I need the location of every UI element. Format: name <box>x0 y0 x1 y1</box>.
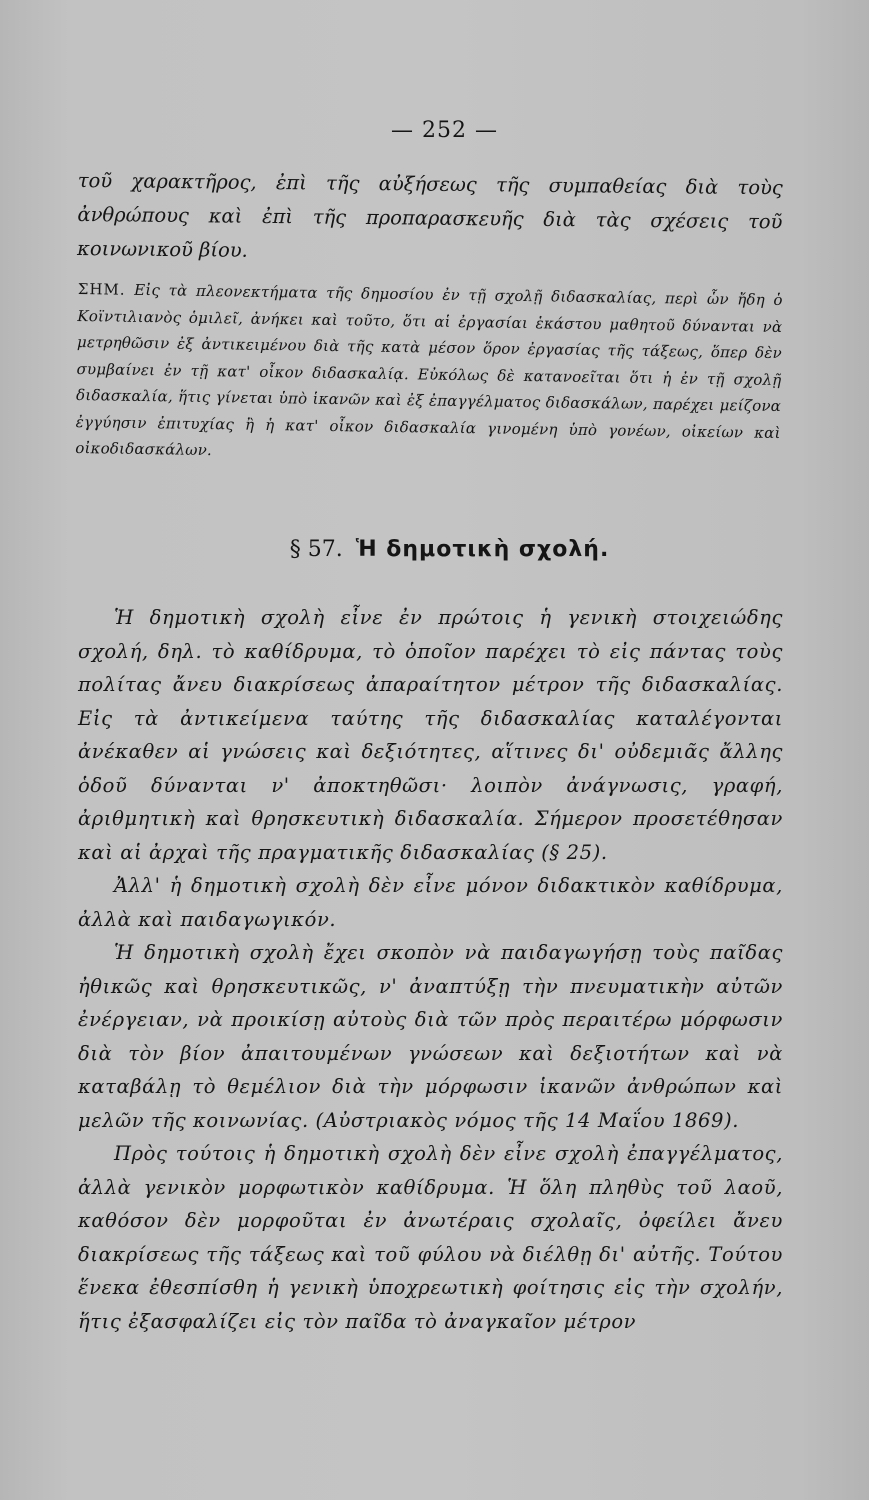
main-text <box>78 601 783 1338</box>
body-paragraph: Ἡ δημοτικὴ σχολὴ εἶνε ἐν πρώτοις ἡ γενικὴ στοιχειώδης σχολή, δηλ. τὸ καθίδρυμα, τὸ ὁποῖον παρέχει τὸ εἰς πάντας τοὺς πολίτας ἄνευ διακρίσεως ἀπαραίτητον μέτρον τῆς διδασκαλίας. Εἰς τὰ ἀντικείμενα ταύτης τῆς διδασκαλίας καταλέγονται ἀνέκαθεν αἱ γνώσεις καὶ δεξιότητες, αἵτινες δι' οὐδεμιᾶς ἄλλης ὁδοῦ δύνανται ν' ἀποκτηθῶσι· λοιπὸν ἀνάγνωσις, γραφή, ἀριθμητικὴ καὶ θρησκευτικὴ διδασκαλία. Σήμερον προσετέθησαν καὶ αἱ ἀρχαὶ τῆς πραγματικῆς διδασκαλίας (§ 25). <box>78 606 783 864</box>
section-title: Ἡ δημοτικὴ σχολή. <box>355 537 610 562</box>
page-number: — 252 — <box>391 118 498 143</box>
footnote-remark <box>75 276 783 473</box>
body-paragraph: Ἡ δημοτικὴ σχολὴ ἔχει σκοπὸν νὰ παιδαγωγήσῃ τοὺς παῖδας ἠθικῶς καὶ θρησκευτικῶς, ν' ἀναπτύξῃ τὴν πνευματικὴν αὐτῶν ἐνέργειαν, νὰ προικίσῃ αὐτοὺς διὰ τῶν πρὸς περαιτέρω μόρφωσιν διὰ τὸν βίον ἀπαιτουμένων γνώσεων καὶ δεξιοτήτων καὶ νὰ καταβάλῃ τὸ θεμέλιον διὰ τὴν μόρφωσιν ἱκανῶν ἀνθρώπων καὶ μελῶν τῆς κοινωνίας. (Αὐστριακὸς νόμος τῆς 14 Μαΐου 1869). <box>78 941 783 1132</box>
note-text: Εἰς τὰ πλεονεκτήματα τῆς δημοσίου ἐν τῇ σχολῇ διδασκαλίας, περὶ ὧν ἤδη ὁ Κοϊντιλιανὸς ὁμιλεῖ, ἀνήκει καὶ τοῦτο, ὅτι αἱ ἐργασίαι ἑκάστου μαθητοῦ δύνανται νὰ μετρηθῶσιν ἐξ ἀντικειμένου διὰ τῆς κατὰ μέσον ὅρον ἐργασίας τῆς τάξεως, ὅπερ δὲν συμβαίνει ἐν τῇ κατ' οἶκον διδασκαλίᾳ. Εὐκόλως δὲ κατανοεῖται ὅτι ἡ ἐν τῇ σχολῇ διδασκαλία, ἥτις γίνεται ὑπὸ ἱκανῶν καὶ ἐξ ἐπαγγέλματος διδασκάλων, παρέχει μείζονα ἐγγύησιν ἐπιτυχίας ἢ ἡ κατ' οἶκον διδασκαλία γινομένη ὑπὸ γονέων, οἰκείων καὶ οἰκοδιδασκάλων. <box>75 280 783 460</box>
continued-paragraph: τοῦ χαρακτῆρος, ἐπὶ τῆς αὐξήσεως τῆς συμπαθείας διὰ τοὺς ἀνθρώπους καὶ ἐπὶ τῆς προπαρασκευῆς διὰ τὰς σχέσεις τοῦ κοινωνικοῦ βίου. <box>76 168 783 262</box>
body-paragraph: Ἀλλ' ἡ δημοτικὴ σχολὴ δὲν εἶνε μόνον διδακτικὸν καθίδρυμα, ἀλλὰ καὶ παιδαγωγικόν. <box>78 874 783 931</box>
section-number: § 57. <box>289 537 343 562</box>
note-label: ΣΗΜ. <box>77 279 126 299</box>
body-paragraph: Πρὸς τούτοις ἡ δημοτικὴ σχολὴ δὲν εἶνε σχολὴ ἐπαγγέλματος, ἀλλὰ γενικὸν μορφωτικὸν καθίδρυμα. Ἡ ὅλη πληθὺς τοῦ λαοῦ, καθόσον δὲν μορφοῦται ἐν ἀνωτέραις σχολαῖς, ὀφείλει ἄνευ διακρίσεως τῆς τάξεως καὶ τοῦ φύλου νὰ διέλθῃ δι' αὐτῆς. Τούτου ἕνεκα ἐθεσπίσθη ἡ γενικὴ ὑποχρεωτικὴ φοίτησις εἰς τὴν σχολήν, ἥτις ἐξασφαλίζει εἰς τὸν παῖδα τὸ ἀναγκαῖον μέτρον <box>78 1142 783 1333</box>
section-heading <box>0 537 869 562</box>
